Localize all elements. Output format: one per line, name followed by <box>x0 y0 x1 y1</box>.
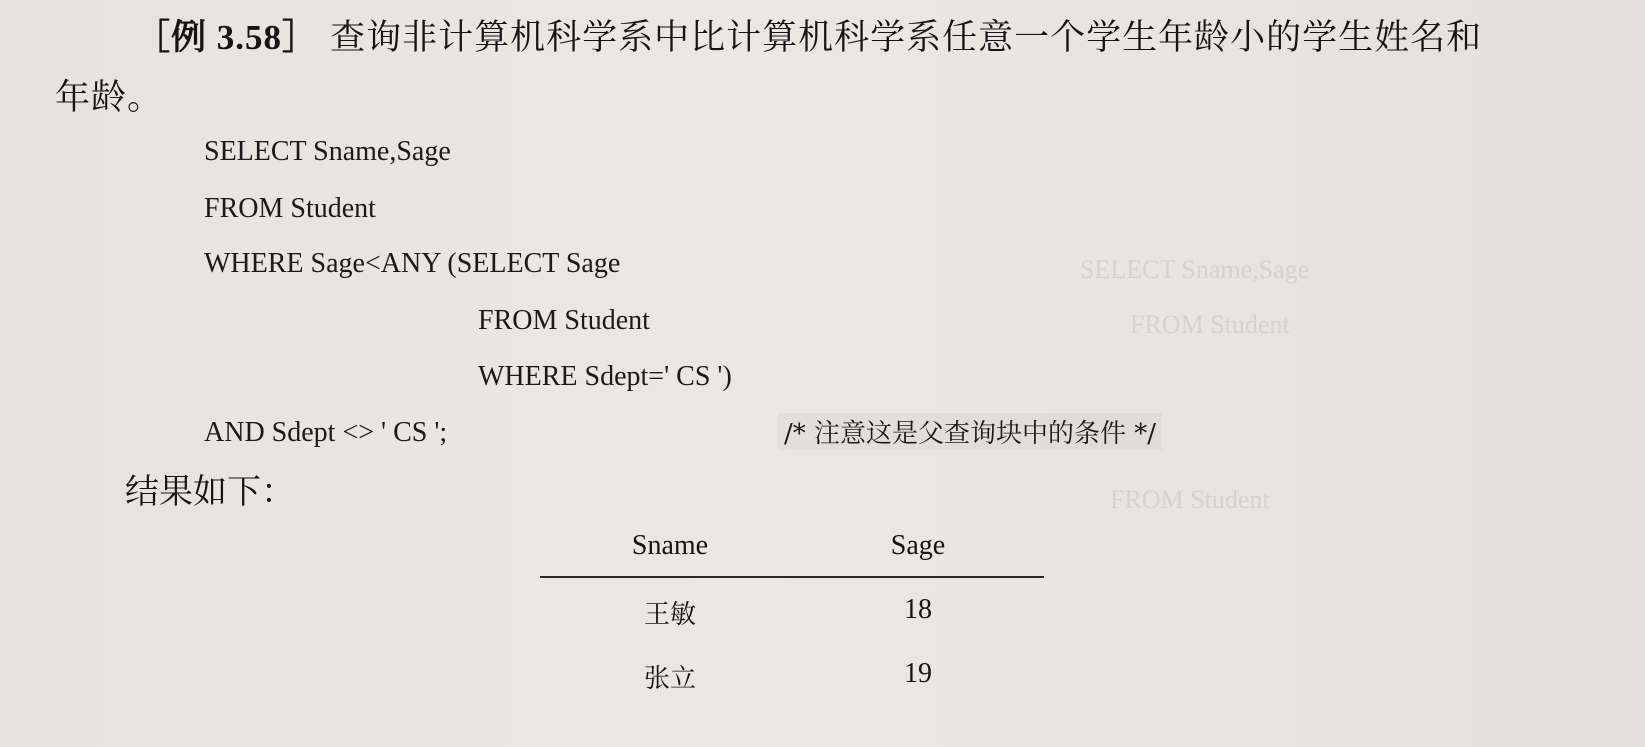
example-title-line1: 查询非计算机科学系中比计算机科学系任意一个学生年龄小的学生姓名和 <box>330 18 1483 58</box>
sql-subquery-where: WHERE Sdept=' CS ') <box>478 361 732 392</box>
example-title-line2: 年龄。 <box>55 78 164 118</box>
bleed-through-artifact: FROM Student <box>1130 310 1290 339</box>
sql-line-where: WHERE Sage<ANY (SELECT Sage <box>204 248 621 279</box>
column-header-sage: Sage <box>890 530 946 561</box>
sql-line-from: FROM Student <box>204 193 376 224</box>
table-header-rule <box>540 576 1044 578</box>
sql-line-and: AND Sdept <> ' CS '; <box>204 417 448 448</box>
sql-subquery-from: FROM Student <box>478 305 650 336</box>
column-header-sname: Sname <box>631 530 709 561</box>
result-label: 结果如下： <box>125 472 295 512</box>
bleed-through-artifact: FROM Student <box>1110 485 1270 514</box>
table-cell-name: 王敏 <box>643 600 696 630</box>
sql-comment: /* 注意这是父查询块中的条件 */ <box>778 413 1162 450</box>
sql-line-select: SELECT Sname,Sage <box>204 136 451 167</box>
table-cell-age: 19 <box>904 658 932 689</box>
bleed-through-artifact: SELECT Sname,Sage <box>1080 255 1310 284</box>
table-cell-name: 张立 <box>643 664 696 694</box>
table-cell-age: 18 <box>904 594 932 625</box>
example-heading <box>55 8 1625 128</box>
example-label: ［例 3.58］ <box>135 18 319 57</box>
